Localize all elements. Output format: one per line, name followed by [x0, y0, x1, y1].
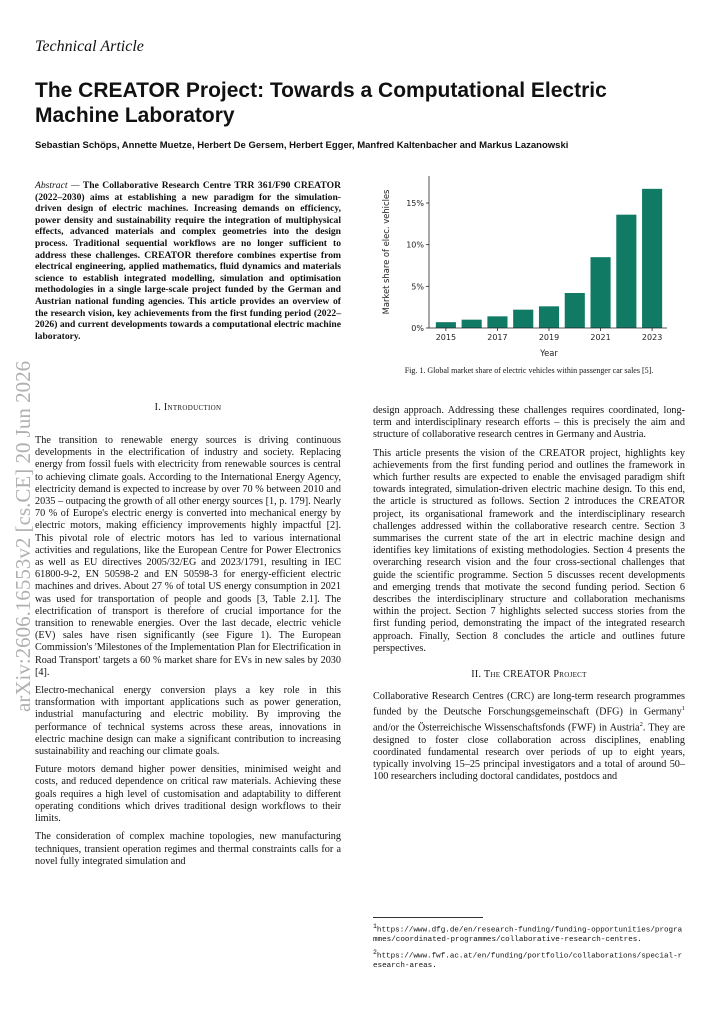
footnotes: [373, 922, 685, 971]
article-kicker: Technical Article: [35, 38, 144, 55]
chart-bar-2015: [436, 322, 456, 328]
intro-paragraph-4: The consideration of complex machine topologies, new manufacturing techniques, transient operation regimes and thermal constraints calls for a novel fully integrated simulation and: [35, 831, 341, 867]
footnote-ref-2[interactable]: 2: [639, 721, 643, 729]
footnote-2: [373, 948, 685, 972]
arxiv-watermark-text: arXiv:2606.16553v2 [cs.CE] 20 Jun 2026: [11, 360, 35, 712]
chart-y-axis-label: Market share of elec. vehicles: [381, 189, 391, 315]
chart-y-tick-label: 10%: [406, 240, 424, 250]
chart-bar-2020: [565, 293, 585, 328]
s2-text-c: . They are designed to foster close collaboration across disciplines, enabling coordinated fundamental research over periods of up to eight years, typically involving 15–25 principal investigators and a total of around 50–100 researchers including doctoral candidates, postdocs and: [373, 722, 686, 783]
footnote-2-url[interactable]: https://www.fwf.ac.at/en/funding/portfolio/collaborations/special-research-areas.: [373, 952, 683, 970]
chart-bar-2019: [539, 306, 559, 328]
s2-text-a: Collaborative Research Centres (CRC) are long-term research programmes funded by the Deutsche Forschungsgemeinschaft (DFG) in Germany: [373, 691, 685, 718]
left-column-body: [35, 435, 341, 874]
chart-x-tick-label: 2019: [538, 333, 560, 342]
abstract-label: Abstract —: [35, 180, 80, 191]
chart-x-tick-label: 2021: [590, 333, 611, 342]
intro-paragraph-2: Electro-mechanical energy conversion plays a key role in this transformation with important applications such as power generation, industrial manufacturing and electric mobility. By improving the performance of technical systems across these areas, innovations in electric machine design can make a significant contribution to increasing sustainability and reaching our climate goals.: [35, 685, 341, 758]
section-2-title: II. The CREATOR Project: [471, 669, 587, 681]
chart-x-tick-label: 2015: [435, 333, 457, 342]
figure-caption: Fig. 1. Global market share of electric vehicles within passenger car sales [5].: [404, 366, 654, 375]
chart-y-tick-label: 5%: [411, 282, 424, 292]
chart-x-tick-label: 2017: [487, 333, 508, 342]
chart-bar-2016: [462, 320, 482, 328]
footnote-2-mark: 2: [373, 948, 377, 956]
section-1-title: I. Introduction: [154, 402, 222, 413]
chart-bar-2017: [487, 316, 507, 328]
arxiv-watermark: [0, 300, 40, 720]
author-list: Sebastian Schöps, Annette Muetze, Herbert De Gersem, Herbert Egger, Manfred Kaltenbacher and Markus Lazanowski: [35, 140, 569, 151]
chart-y-tick-label: 15%: [406, 199, 424, 208]
intro-paragraph-6: This article presents the vision of the CREATOR project, highlights key achievements from the first funding period and outlines the framework in which further results are expected to enable the envisaged paradigm shift towards integrated, simulation-driven electric machine design. To this end, the article is structured as follows. Section 2 introduces the CREATOR project, its organisational framework and the interdisciplinary research challenges addressed within the collaborative research centre. Section 3 summarises the current state of the art in electric machine design and identifies key limitations of existing methodologies. Section 4 presents the overarching research vision and the four cross-sectional challenges that guide the scientific programme. Section 5 discusses recent developments and emerging trends that motivate the second funding period. Section 6 describes the interdisciplinary structure and collaboration mechanisms within the project. Section 7 highlights selected success stories from the first funding period, demonstrating the impact of the integrated research approach. Finally, Section 8 concludes the article and outlines future perspectives.: [373, 447, 685, 654]
footnote-rule: [373, 917, 483, 918]
chart-x-tick-label: 2023: [641, 333, 663, 342]
chart-x-axis-label: Year: [540, 348, 558, 358]
chart-bar-2018: [513, 310, 533, 328]
abstract: [35, 180, 341, 342]
section-2-heading: [373, 669, 685, 681]
chart-bar-2022: [616, 215, 636, 328]
intro-paragraph-1: The transition to renewable energy sources is driving continuous developments in the electrification of industry and society. Replacing energy from fossil fuels with electricity from renewable sources is central to achieving climate goals. According to the International Energy Agency, electricity demand is expected to increase by over 70 % between 2010 and 2035 – outpacing the growth of all other energy sources [1, p. 179]. Nearly 70 % of Europe's electric energy is converted into mechanical energy by electric motors, making efficiency improvements highly impactful [2]. This pivotal role of electric motors has led to various international activities and regulations, like the European Centre for Power Electronics as well as EU directives 2005/32/EG and 2023/1791, resulting in IEC 61800-9-2, EN 50598-2 and EN 50598-3 for energy-efficient electric machines and drives. About 27 % of total US energy consumption in 2021 was used for transportation of people and goods [3, Table 2.1]. The electrification of transport is therefore of crucial importance for the transition to renewable energies. Over the last decade, electric vehicle (EV) sales have risen significantly (see Figure 1). The European Commission's 'Milestones of the Implementation Plan for Electrification in Road Transport' targets a 60 % market share for EVs in new sales by 2030 [4].: [35, 435, 341, 678]
footnote-1-url[interactable]: https://www.dfg.de/en/research-funding/funding-opportunities/programmes/coordinated-programmes/collaborative-research-centres.: [373, 926, 683, 945]
footnote-ref-1[interactable]: 1: [681, 705, 685, 713]
section-2-paragraph-1: [373, 691, 685, 783]
footnote-1: [373, 922, 685, 946]
chart-bar-2021: [591, 257, 611, 328]
abstract-text: The Collaborative Research Centre TRR 361/F90 CREATOR (2022–2030) aims at establishing a new paradigm for the simulation-driven design of electric machines. Increasing demands on efficiency, power density and sustainability require the integration of multiphysical effects, advanced materials and complex geometries into the design process. Traditional sequential workflows are no longer sufficient to address these challenges. CREATOR therefore combines expertise from electrical engineering, applied mathematics, fluid dynamics and materials science to establish integrated modelling, simulation and optimisation methodologies in a single large-scale project funded by the German and Austrian national funding agencies. This article provides an overview of the research vision, key achievements from the first funding period (2022–2026) and current developments towards a computational electric machine laboratory.: [35, 180, 341, 342]
chart-y-tick-label: 0%: [411, 324, 424, 333]
footnote-1-mark: 1: [373, 923, 377, 930]
page-title: The CREATOR Project: Towards a Computational Electric Machine Laboratory: [35, 79, 607, 127]
s2-text-b: and/or the Österreichische Wissenschaftsfonds (FWF) in Austria: [373, 722, 640, 734]
intro-paragraph-3: Future motors demand higher power densities, minimised weight and costs, and reduced dependence on critical raw materials. Achieving these goals requires a high level of customisation and adaptability to different operating conditions which drives traditional design workflows to their limits.: [35, 764, 341, 825]
intro-paragraph-5: design approach. Addressing these challenges requires coordinated, long-term and interdisciplinary research efforts – this is precisely the aim and structure of collaborative research centres in Germany and Austria.: [373, 405, 685, 441]
ev-market-share-chart: [373, 170, 693, 362]
section-1-heading: [35, 402, 341, 413]
right-column-body: [373, 405, 685, 789]
chart-bar-2023: [642, 189, 662, 328]
